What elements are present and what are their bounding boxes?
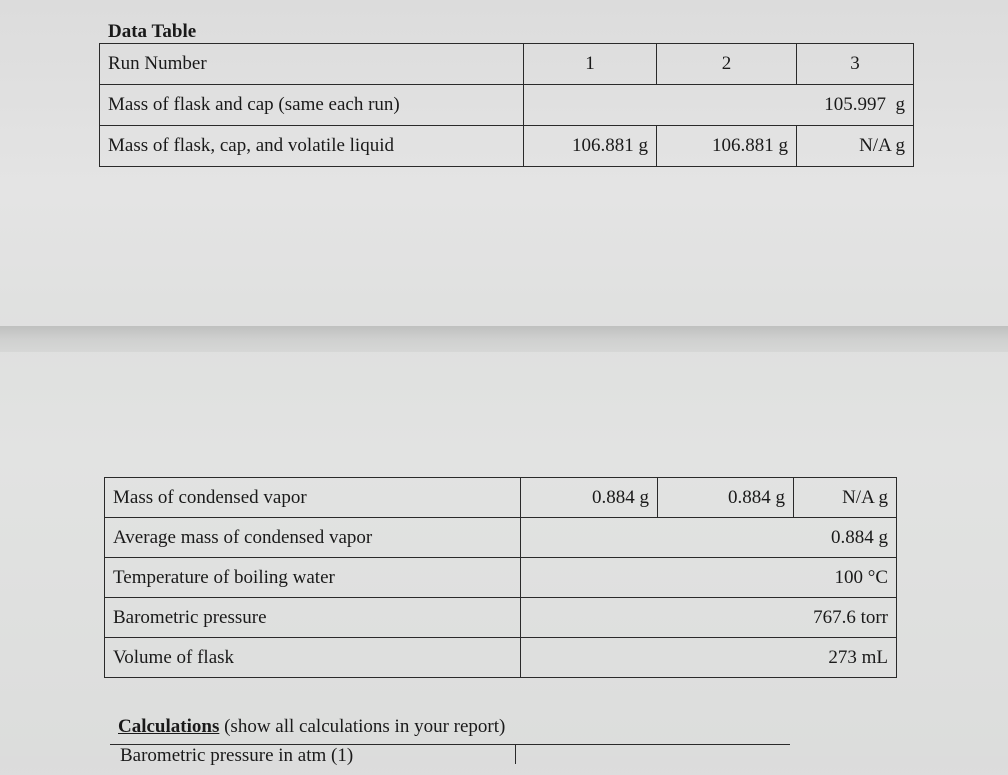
condensed-vapor-mass-label: Mass of condensed vapor [105, 478, 521, 518]
data-table [99, 43, 914, 167]
barometric-pressure-value: 767.6 torr [521, 598, 897, 638]
flask-cap-liquid-mass-run-1: 106.881 g [524, 126, 657, 167]
run-3-header: 3 [797, 44, 914, 85]
table-row [105, 638, 897, 678]
flask-cap-liquid-mass-run-2: 106.881 g [657, 126, 797, 167]
run-number-label: Run Number [100, 44, 524, 85]
flask-volume-label: Volume of flask [105, 638, 521, 678]
table-row [105, 598, 897, 638]
boiling-water-temperature-value: 100 °C [521, 558, 897, 598]
condensed-vapor-mass-run-3: N/A g [794, 478, 897, 518]
results-table [104, 477, 897, 678]
barometric-pressure-atm-label: Barometric pressure in atm (1) [120, 745, 354, 766]
flask-volume-value: 273 mL [521, 638, 897, 678]
table-row-header [100, 44, 914, 85]
calculations-note: (show all calculations in your report) [219, 716, 506, 737]
calculations-table-divider [515, 744, 516, 764]
run-2-header: 2 [657, 44, 797, 85]
table-row [100, 85, 914, 126]
data-table-title: Data Table [108, 21, 197, 42]
table-row [105, 558, 897, 598]
flask-cap-mass-value: 105.997 g [524, 85, 914, 126]
condensed-vapor-mass-run-2: 0.884 g [658, 478, 794, 518]
page-break-band [0, 326, 1008, 352]
flask-cap-liquid-mass-run-3: N/A g [797, 126, 914, 167]
table-row [100, 126, 914, 167]
run-1-header: 1 [524, 44, 657, 85]
boiling-water-temperature-label: Temperature of boiling water [105, 558, 521, 598]
flask-cap-mass-label: Mass of flask and cap (same each run) [100, 85, 524, 126]
table-row [105, 478, 897, 518]
calculations-heading-line [118, 716, 505, 738]
flask-cap-liquid-mass-label: Mass of flask, cap, and volatile liquid [100, 126, 524, 167]
average-vapor-mass-label: Average mass of condensed vapor [105, 518, 521, 558]
average-vapor-mass-value: 0.884 g [521, 518, 897, 558]
table-row [105, 518, 897, 558]
barometric-pressure-label: Barometric pressure [105, 598, 521, 638]
calculations-heading: Calculations [118, 716, 220, 737]
condensed-vapor-mass-run-1: 0.884 g [521, 478, 658, 518]
